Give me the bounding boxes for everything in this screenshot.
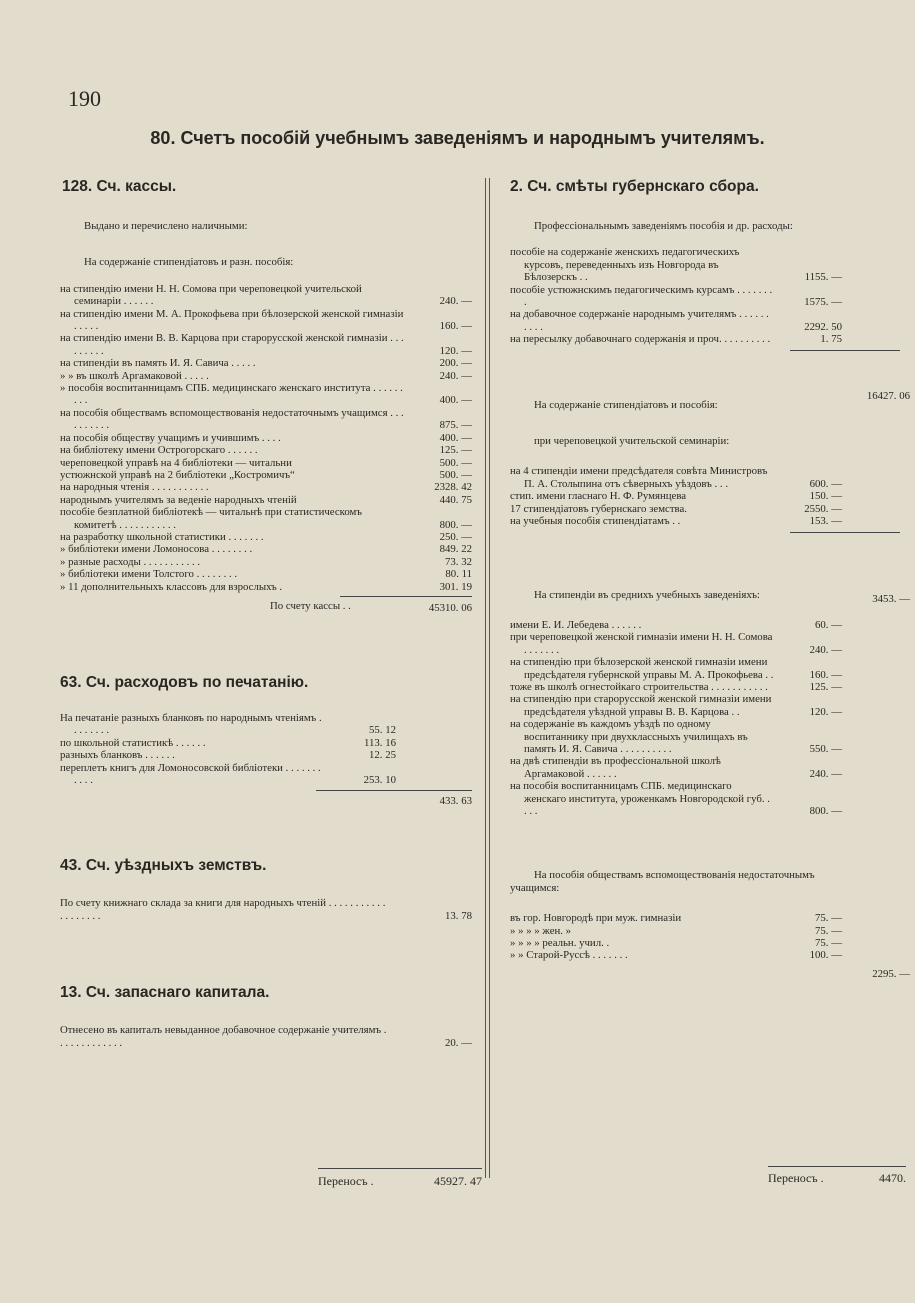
section-header: 13. Сч. запаснаго капитала. xyxy=(60,984,270,1002)
section-header: 128. Сч. кассы. xyxy=(62,178,177,195)
entry-row: на стипендіи въ память И. Я. Савича . . . . . 200. — xyxy=(60,357,472,370)
entry-row: » разные расходы . . . . . . . . . . . 73. 32 xyxy=(60,555,472,568)
intro-text: Выдано и перечислено наличными: xyxy=(84,220,248,232)
sum-rule xyxy=(316,790,472,791)
entry-row: » библіотеки имени Ломоносова . . . . . . . . 849. 22 xyxy=(60,543,472,556)
entries-list xyxy=(510,912,842,962)
entry-row: на стипендію при бѣлозерской женской гимназіи имени предсѣдателя губернской управы М. А. Прокофьева . . 160. — xyxy=(510,656,842,681)
page-title: 80. Счетъ пособій учебнымъ заведеніямъ и народнымъ учителямъ. xyxy=(150,128,765,148)
entry-row: народнымъ учителямъ за веденіе народныхъ чтеній 440. 75 xyxy=(60,493,472,506)
entry-row: пособіе устюжнскимъ педагогическимъ курсамъ . . . . . . . . 1575. — xyxy=(510,283,842,309)
entry-row: на стипендію имени М. А. Прокофьева при бѣлозерской женской гимназіи . . . . . 160. — xyxy=(60,307,472,333)
left-column xyxy=(60,178,480,1049)
entry-row: на библіотеку имени Острогорскаго . . . . . . 125. — xyxy=(60,444,472,457)
group-total: 3453. — xyxy=(872,593,910,605)
entries-list xyxy=(510,246,842,345)
right-column xyxy=(510,178,910,980)
entry-row: » » въ школѣ Аргамаковой . . . . . 240. — xyxy=(60,369,472,382)
carry-rule xyxy=(768,1166,906,1167)
entry-row: пособіе безплатной библіотекѣ — читальнѣ при статистическомъ комитетѣ . . . . . . . . . . . 800. — xyxy=(60,506,472,531)
entry-row: на содержаніе въ каждомъ уѣздѣ по одному воспитаннику при двухклассныхъ училищахъ въ память И. Я. Савича . . . . . . . . . . 550. — xyxy=(510,718,842,755)
column-divider xyxy=(485,178,486,1178)
entry-row: на разработку школьной статистики . . . . . . . 250. — xyxy=(60,530,472,543)
entry-row: » » Старой-Руссѣ . . . . . . . 100. — xyxy=(510,949,842,962)
intro-text: На стипендіи въ среднихъ учебныхъ заведеніяхъ: xyxy=(534,588,760,601)
entry-row: на 4 стипендіи имени предсѣдателя совѣта Министровъ П. А. Столыпина отъ сѣверныхъ уѣздовъ . . . 600. — xyxy=(510,465,842,490)
entry-row: По счету книжнаго склада за книги для народныхъ чтеній . . . . . . . . . . . . . . . . . . . 13. 78 xyxy=(60,897,472,922)
page-number: 190 xyxy=(68,86,101,111)
carry-row-right: Переносъ . 4470. xyxy=(768,1171,906,1185)
entry-row: » » » » реальн. учил. . 75. — xyxy=(510,937,842,950)
entry-row: пособіе на содержаніе женскихъ педагогическихъ курсовъ, переведенныхъ изъ Новгорода въ Бѣлозерскъ . . 1155. — xyxy=(510,246,842,284)
intro-text: На содержаніе стипендіатовъ и пособія: xyxy=(534,398,718,411)
section-header: 2. Сч. смѣты губернскаго сбора. xyxy=(510,178,759,195)
entry-row: » пособія воспитанницамъ СПБ. медицинскаго женскаго института . . . . . . . . . 400. — xyxy=(60,382,472,407)
intro-text: Профессіональнымъ заведеніямъ пособія и др. расходы: xyxy=(534,220,793,232)
entry-row: на пособія воспитанницамъ СПБ. медицинскаго женскаго института, уроженкамъ Новгородской губ. . . . . 800. — xyxy=(510,780,842,817)
entry-row: » 11 дополнительныхъ классовъ для взрослыхъ . 301. 19 xyxy=(60,580,472,593)
entry-row: на стипендію имени В. В. Карцова при старорусской женской гимназіи . . . . . . . . . 120. — xyxy=(60,332,472,357)
section-header: 63. Сч. расходовъ по печатанію. xyxy=(60,673,309,691)
entry-row: на пересылку добавочнаго содержанія и проч. . . . . . . . . . 1. 75 xyxy=(510,333,842,346)
entry-row: на народныя чтенія . . . . . . . . . . . 2328. 42 xyxy=(60,481,472,494)
total-row: По счету кассы . . 45310. 06 xyxy=(270,599,472,614)
carry-rule xyxy=(318,1168,482,1169)
column-divider xyxy=(489,178,490,1178)
entry-row: на добавочное содержаніе народнымъ учителямъ . . . . . . . . . . 2292. 50 xyxy=(510,308,842,333)
entry-row: на двѣ стипендіи въ профессіональной школѣ Аргамаковой . . . . . . 240. — xyxy=(510,755,842,780)
entry-row: тоже въ школѣ огнестойкаго строительства . . . . . . . . . . . 125. — xyxy=(510,680,842,693)
entry-row: имени Е. И. Лебедева . . . . . . 60. — xyxy=(510,618,842,631)
entries-list xyxy=(510,619,842,818)
entry-row: на стипендію при старорусской женской гимназіи имени предсѣдателя уѣздной управы В. В. Карцова . . 120. — xyxy=(510,693,842,718)
carry-row-left: Переносъ . 45927. 47 xyxy=(318,1174,482,1188)
entries-list xyxy=(60,712,472,807)
entry-row: 17 стипендіатовъ губернскаго земства. 2550. — xyxy=(510,502,842,515)
group-total: 16427. 06 xyxy=(866,390,910,402)
entry-row: по школьной статистикѣ . . . . . . 113. 16 xyxy=(60,736,396,749)
sum-rule xyxy=(790,532,900,533)
sum-rule xyxy=(790,350,900,351)
entry-row: на пособія обществу учащимъ и учившимъ . . . . 400. — xyxy=(60,431,472,444)
intro-text: На пособія обществамъ вспомоществованія недостаточнымъ учащимся: xyxy=(510,869,815,894)
section-header: 43. Сч. уѣздныхъ земствъ. xyxy=(60,857,267,875)
intro-text: при череповецкой учительской семинаріи: xyxy=(534,435,730,448)
entry-row: череповецкой управѣ на 4 библіотеки — читальни 500. — xyxy=(60,456,472,469)
entries-list xyxy=(60,283,472,614)
entry-row: Отнесено въ капиталъ невыданное добавочное содержаніе учителямъ . . . . . . . . . . . . . 20. — xyxy=(60,1024,472,1049)
entry-row: на пособія обществамъ вспомоществованія недостаточнымъ учащимся . . . . . . . . . . 875. — xyxy=(60,406,472,432)
intro-text: На содержаніе стипендіатовъ и разн. пособія: xyxy=(84,256,294,269)
entry-row: стип. имени гласнаго Н. Ф. Румянцева 150. — xyxy=(510,490,842,503)
entry-row: въ гор. Новгородѣ при муж. гимназіи 75. — xyxy=(510,912,842,925)
group-total: 2295. — xyxy=(872,968,910,980)
entry-row: на учебныя пособія стипендіатамъ . . 153. — xyxy=(510,515,842,528)
entry-row: устюжнской управѣ на 2 библіотеки „Костромичъ“ 500. — xyxy=(60,468,472,481)
entry-row: разныхъ бланковъ . . . . . . 12. 25 xyxy=(60,749,396,762)
entry-row: » библіотеки имени Толстого . . . . . . . . 80. 11 xyxy=(60,568,472,581)
sum-rule xyxy=(340,596,472,597)
entry-row: на стипендію имени Н. Н. Сомова при череповецкой учительской семинаріи . . . . . . 240. — xyxy=(60,282,472,308)
entry-row: На печатаніе разныхъ бланковъ по народнымъ чтеніямъ . . . . . . . . 55. 12 xyxy=(60,711,396,737)
entry-row: переплетъ книгъ для Ломоносовской библіотеки . . . . . . . . . . . 253. 10 xyxy=(60,761,396,786)
entry-row: » » » » жен. » 75. — xyxy=(510,924,842,937)
entries-list xyxy=(510,465,842,527)
entry-row: при череповецкой женской гимназіи имени Н. Н. Сомова . . . . . . . 240. — xyxy=(510,631,842,656)
total-row: 433. 63 xyxy=(439,795,472,807)
